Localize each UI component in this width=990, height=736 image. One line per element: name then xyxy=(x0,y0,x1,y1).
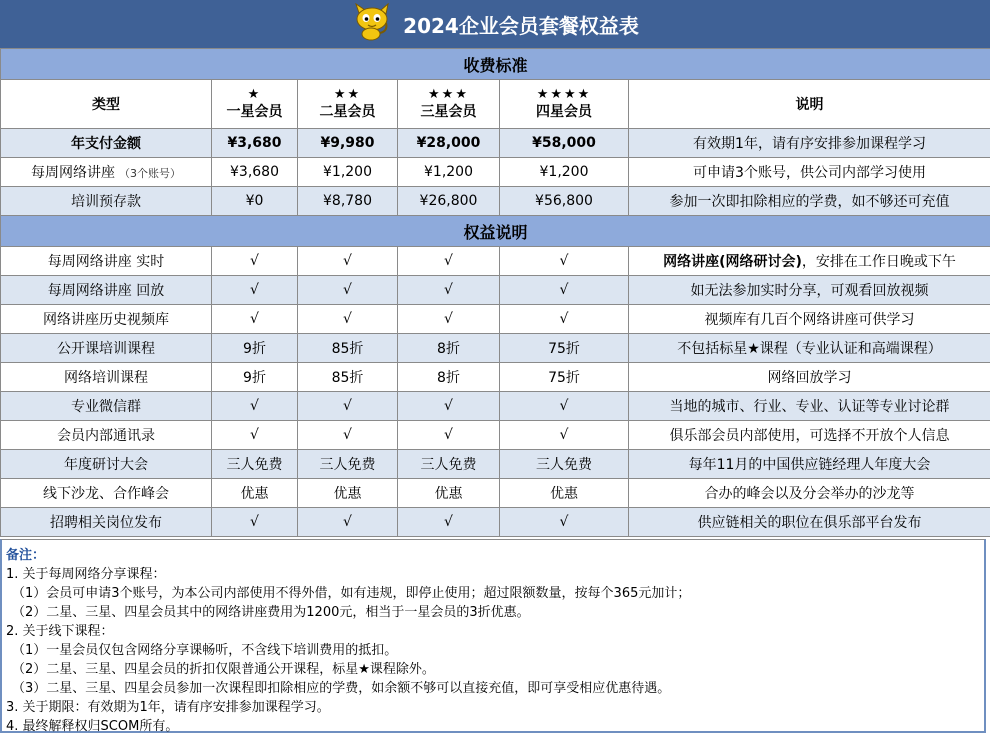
note-line: （1）一星会员仅包含网络分享课畅听，不含线下培训费用的抵扣。 xyxy=(6,641,984,660)
note-line: 3. 关于期限：有效期为1年，请有序安排参加课程学习。 xyxy=(6,698,984,717)
row-desc-text: 网络回放学习 xyxy=(768,370,852,386)
row-desc xyxy=(629,334,990,363)
row-desc-text: 供应链相关的职位在俱乐部平台发布 xyxy=(698,515,922,531)
tier-name: 四星会员 xyxy=(502,103,626,121)
fee-row xyxy=(1,158,990,187)
row-label: 公开课培训课程 xyxy=(1,334,212,363)
row-desc xyxy=(629,421,990,450)
cell-value: √ xyxy=(500,392,629,421)
cell-value: ¥58,000 xyxy=(500,129,629,158)
cell-value: √ xyxy=(212,305,298,334)
cell-value: 三人免费 xyxy=(398,450,500,479)
title-bar xyxy=(0,0,990,48)
benefit-section-heading-row xyxy=(1,216,990,247)
row-label: 每周网络讲座 回放 xyxy=(1,276,212,305)
row-desc-text: 合办的峰会以及分会举办的沙龙等 xyxy=(705,486,915,502)
row-label: 专业微信群 xyxy=(1,392,212,421)
row-label: 线下沙龙、合作峰会 xyxy=(1,479,212,508)
cell-value: 三人免费 xyxy=(298,450,398,479)
cell-value: ¥3,680 xyxy=(212,158,298,187)
page-title: 2024企业会员套餐权益表 xyxy=(403,10,639,39)
cell-value: √ xyxy=(398,392,500,421)
fee-row xyxy=(1,187,990,216)
row-desc-text: 视频库有几百个网络讲座可供学习 xyxy=(705,312,915,328)
row-desc-text: 当地的城市、行业、专业、认证等专业讨论群 xyxy=(670,399,950,415)
cell-value: 9折 xyxy=(212,334,298,363)
cell-value: ¥56,800 xyxy=(500,187,629,216)
cell-value: 优惠 xyxy=(398,479,500,508)
row-desc xyxy=(629,247,990,276)
cell-value: √ xyxy=(500,508,629,537)
cell-value: √ xyxy=(398,508,500,537)
cell-value: 优惠 xyxy=(500,479,629,508)
cell-value: √ xyxy=(500,421,629,450)
star-icon: ★★ xyxy=(300,87,395,103)
type-header: 类型 xyxy=(1,80,212,129)
cell-value: √ xyxy=(398,305,500,334)
cell-value: √ xyxy=(298,247,398,276)
notes-lines xyxy=(6,565,984,736)
cell-value: ¥26,800 xyxy=(398,187,500,216)
row-sublabel: （3个账号） xyxy=(119,167,181,180)
cell-value: √ xyxy=(212,508,298,537)
row-desc-bold: 网络讲座(网络研讨会) xyxy=(663,254,802,270)
cell-value: 85折 xyxy=(298,363,398,392)
cell-value: 8折 xyxy=(398,334,500,363)
cell-value: ¥8,780 xyxy=(298,187,398,216)
cell-value: ¥28,000 xyxy=(398,129,500,158)
cell-value: 9折 xyxy=(212,363,298,392)
cell-value: √ xyxy=(298,421,398,450)
cell-value: √ xyxy=(500,276,629,305)
row-label: 培训预存款 xyxy=(1,187,212,216)
row-desc: 参加一次即扣除相应的学费，如不够还可充值 xyxy=(629,187,990,216)
row-label: 年支付金额 xyxy=(1,129,212,158)
cell-value: ¥0 xyxy=(212,187,298,216)
desc-header: 说明 xyxy=(629,80,990,129)
tier-header xyxy=(212,80,298,129)
fee-row xyxy=(1,129,990,158)
note-line: 2. 关于线下课程： xyxy=(6,622,984,641)
cell-value: √ xyxy=(298,276,398,305)
row-desc xyxy=(629,392,990,421)
note-line: 4. 最终解释权归SCOM所有。 xyxy=(6,717,984,736)
row-label: 年度研讨大会 xyxy=(1,450,212,479)
note-line: 1. 关于每周网络分享课程： xyxy=(6,565,984,584)
cell-value: √ xyxy=(500,247,629,276)
tier-header xyxy=(398,80,500,129)
cell-value: √ xyxy=(298,392,398,421)
cell-value: √ xyxy=(298,305,398,334)
benefit-section-heading: 权益说明 xyxy=(1,216,990,247)
cell-value: ¥1,200 xyxy=(298,158,398,187)
cell-value: 优惠 xyxy=(298,479,398,508)
row-desc-text: 不包括标星★课程（专业认证和高端课程） xyxy=(677,341,942,357)
row-desc xyxy=(629,508,990,537)
benefit-row xyxy=(1,479,990,508)
membership-table xyxy=(0,48,990,537)
note-line: （3）二星、三星、四星会员参加一次课程即扣除相应的学费，如余额不够可以直接充值，即可享受相应优惠待遇。 xyxy=(6,679,984,698)
cell-value: √ xyxy=(212,276,298,305)
benefit-row xyxy=(1,247,990,276)
note-line: （2）二星、三星、四星会员的折扣仅限普通公开课程，标星★课程除外。 xyxy=(6,660,984,679)
cell-value: 三人免费 xyxy=(500,450,629,479)
cell-value: ¥1,200 xyxy=(500,158,629,187)
row-desc-text: 俱乐部会员内部使用，可选择不开放个人信息 xyxy=(670,428,950,444)
cell-value: 三人免费 xyxy=(212,450,298,479)
tier-name: 二星会员 xyxy=(300,103,395,121)
cell-value: ¥3,680 xyxy=(212,129,298,158)
cell-value: √ xyxy=(212,421,298,450)
cell-value: √ xyxy=(212,247,298,276)
benefit-row xyxy=(1,392,990,421)
notes-panel xyxy=(0,539,986,733)
row-label: 会员内部通讯录 xyxy=(1,421,212,450)
tier-header xyxy=(298,80,398,129)
tier-name: 三星会员 xyxy=(400,103,497,121)
row-desc xyxy=(629,479,990,508)
benefit-row xyxy=(1,305,990,334)
cell-value: 8折 xyxy=(398,363,500,392)
row-label xyxy=(1,158,212,187)
note-line: （2）二星、三星、四星会员其中的网络讲座费用为1200元，相当于一星会员的3折优惠。 xyxy=(6,603,984,622)
benefit-row xyxy=(1,450,990,479)
row-label: 招聘相关岗位发布 xyxy=(1,508,212,537)
tier-name: 一星会员 xyxy=(214,103,295,121)
row-desc xyxy=(629,305,990,334)
cell-value: ¥1,200 xyxy=(398,158,500,187)
star-icon: ★★★★ xyxy=(502,87,626,103)
benefit-row xyxy=(1,334,990,363)
benefit-row xyxy=(1,363,990,392)
cell-value: √ xyxy=(500,305,629,334)
row-desc: 有效期1年，请有序安排参加课程学习 xyxy=(629,129,990,158)
star-icon: ★★★ xyxy=(400,87,497,103)
fee-section-heading-row xyxy=(1,49,990,80)
notes-title: 备注： xyxy=(6,544,984,563)
row-desc xyxy=(629,450,990,479)
benefit-row xyxy=(1,508,990,537)
cell-value: ¥9,980 xyxy=(298,129,398,158)
benefit-row xyxy=(1,421,990,450)
benefit-rows xyxy=(1,247,990,537)
cell-value: 优惠 xyxy=(212,479,298,508)
row-desc xyxy=(629,276,990,305)
cell-value: 75折 xyxy=(500,334,629,363)
row-desc: 可申请3个账号，供公司内部学习使用 xyxy=(629,158,990,187)
row-desc-text: 如无法参加实时分享，可观看回放视频 xyxy=(691,283,929,299)
benefit-row xyxy=(1,276,990,305)
header-row xyxy=(1,80,990,129)
row-desc-text: ，安排在工作日晚或下午 xyxy=(802,254,956,270)
cell-value: √ xyxy=(398,421,500,450)
row-desc xyxy=(629,363,990,392)
cell-value: √ xyxy=(212,392,298,421)
fee-section-heading: 收费标准 xyxy=(1,49,990,80)
row-label-text: 每周网络讲座 xyxy=(31,165,115,181)
row-label: 网络培训课程 xyxy=(1,363,212,392)
row-desc-text: 每年11月的中国供应链经理人年度大会 xyxy=(689,457,931,473)
cell-value: √ xyxy=(398,276,500,305)
row-label: 网络讲座历史视频库 xyxy=(1,305,212,334)
cell-value: 85折 xyxy=(298,334,398,363)
cell-value: 75折 xyxy=(500,363,629,392)
note-line: （1）会员可申请3个账号，为本公司内部使用不得外借，如有违规，即停止使用；超过限额数量，按每个365元加计； xyxy=(6,584,984,603)
tier-header xyxy=(500,80,629,129)
cell-value: √ xyxy=(298,508,398,537)
cell-value: √ xyxy=(398,247,500,276)
row-label: 每周网络讲座 实时 xyxy=(1,247,212,276)
star-icon: ★ xyxy=(214,87,295,103)
cat-mascot-icon xyxy=(351,3,391,45)
